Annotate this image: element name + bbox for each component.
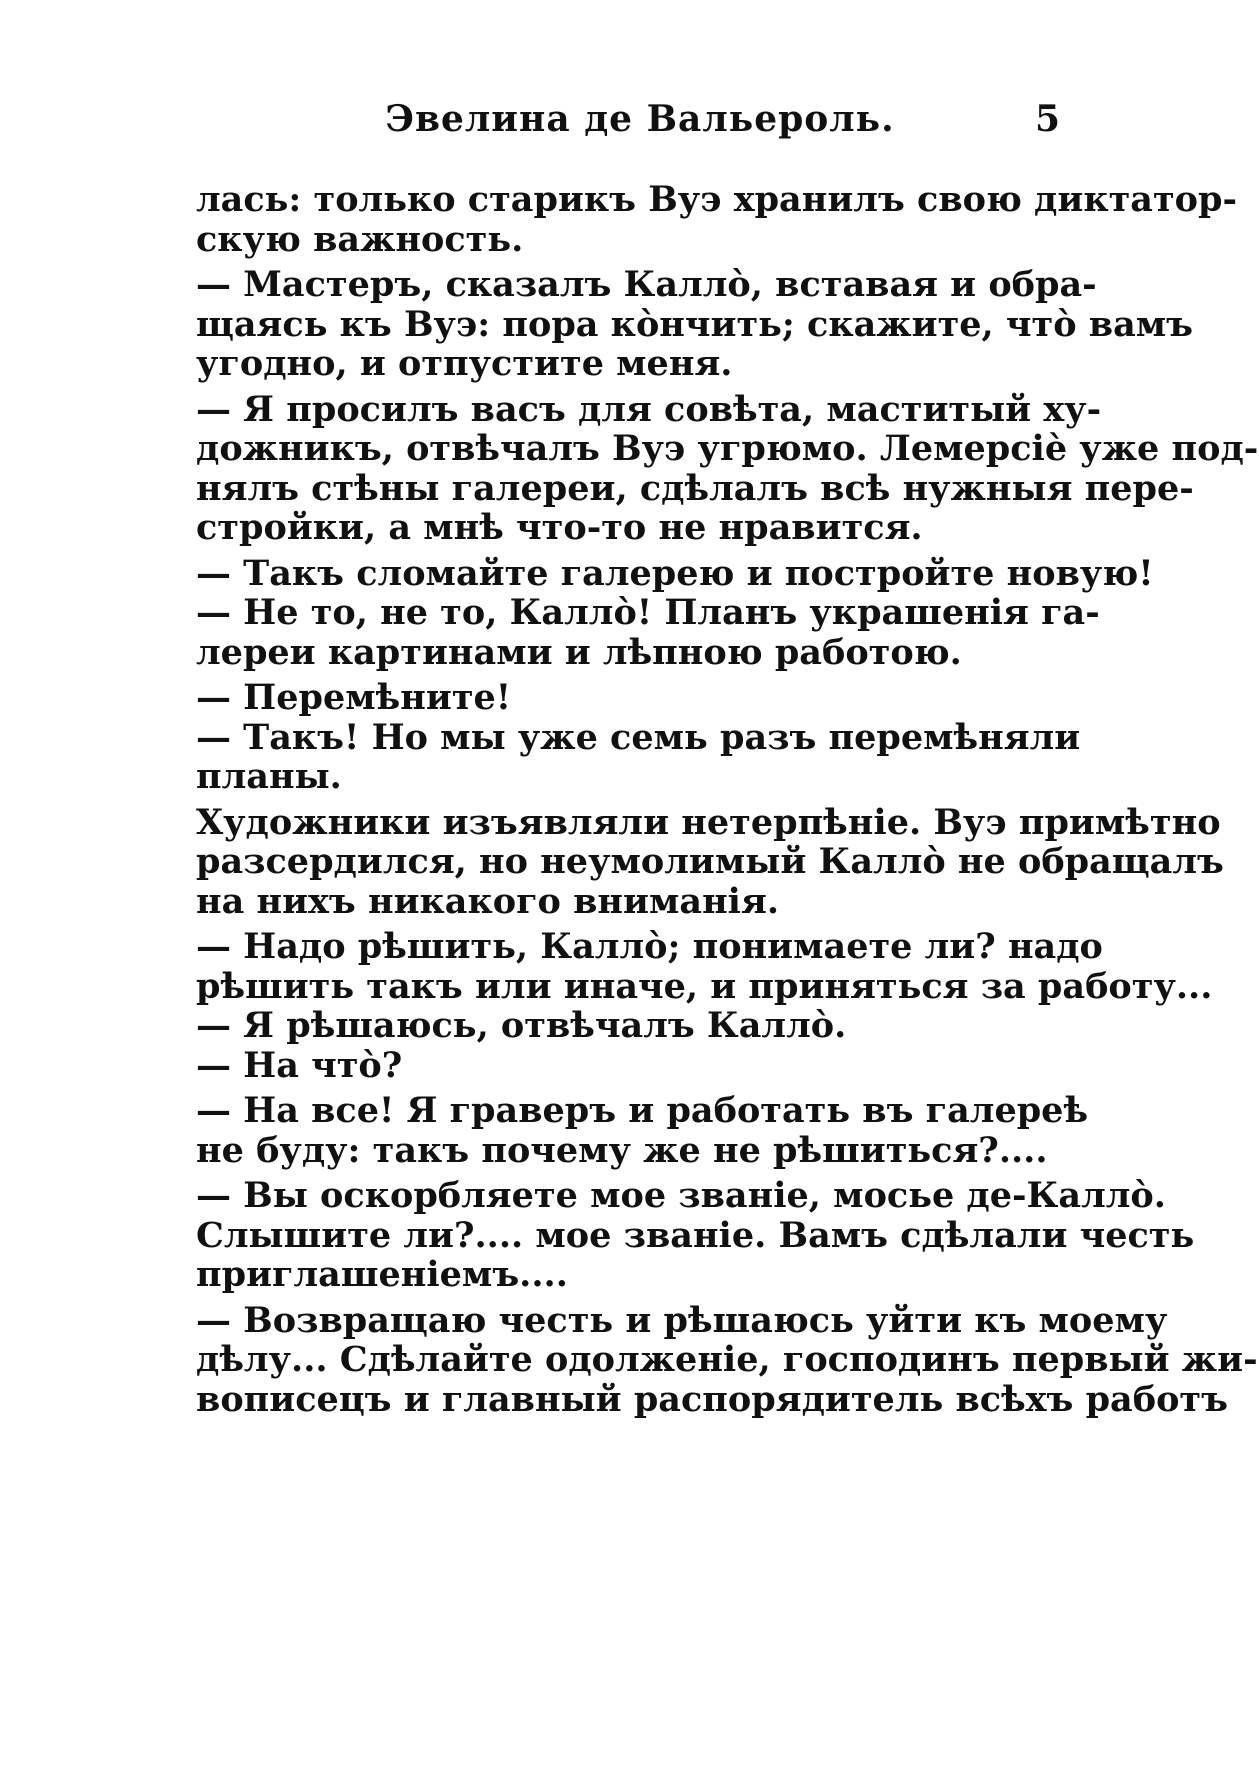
text-line: планы. bbox=[196, 756, 342, 797]
text-line: Слышите ли?.... мое званіе. Вамъ сдѣлали честь bbox=[196, 1214, 1195, 1256]
text-line: скую важность. bbox=[196, 218, 524, 260]
text-line: — Такъ сломайте галерею и постройте новую! bbox=[196, 552, 1154, 594]
text-line: — Такъ! Но мы уже семь разъ перемѣняли bbox=[196, 716, 1081, 758]
text-line: лереи картинами и лѣпною работою. bbox=[196, 631, 962, 673]
text-line: — Мастеръ, сказалъ Калло̀, вставая и обра- bbox=[196, 264, 1097, 305]
text-line: стройки, а мнѣ что-то не нравится. bbox=[196, 507, 923, 548]
text-line: щаясь къ Вуэ: пора ко̀нчить; скажите, что̀ вамъ bbox=[196, 303, 1194, 345]
text-line: дѣлу... Сдѣлайте одолженіе, господинъ первый жи- bbox=[196, 1339, 1258, 1380]
text-line: рѣшить такъ или иначе, и приняться за работу... bbox=[196, 965, 1213, 1007]
running-title: Эвелина де Вальероль. bbox=[385, 98, 895, 140]
text-line: разсердился, но неумолимый Калло̀ не обращалъ bbox=[196, 841, 1224, 882]
text-line: приглашеніемъ.... bbox=[196, 1254, 568, 1295]
body-text bbox=[196, 179, 1259, 1420]
text-line: — На все! Я граверъ и работать въ галереѣ bbox=[196, 1090, 1089, 1131]
text-line: вописецъ и главный распорядитель всѣхъ работъ bbox=[196, 1378, 1228, 1420]
text-line: — Надо рѣшить, Калло̀; понимаете ли? надо bbox=[196, 926, 1103, 967]
text-line: лась: только старикъ Вуэ хранилъ свою диктатор- bbox=[196, 179, 1238, 220]
text-line: — Не то, не то, Калло̀! Планъ украшенія га- bbox=[196, 592, 1100, 633]
text-line: дожникъ, отвѣчалъ Вуэ угрюмо. Лемерсіѐ уже под- bbox=[196, 428, 1259, 469]
text-line: угодно, и отпустите меня. bbox=[196, 343, 733, 384]
text-line: — Я просилъ васъ для совѣта, маститый ху- bbox=[196, 388, 1102, 430]
text-line: — Возвращаю честь и рѣшаюсь уйти къ моему bbox=[196, 1299, 1168, 1341]
text-line: на нихъ никакого вниманія. bbox=[196, 880, 780, 922]
text-line: нялъ стѣны галереи, сдѣлалъ всѣ нужныя пере- bbox=[196, 467, 1194, 509]
running-head bbox=[250, 98, 1060, 146]
text-line: — Перемѣните! bbox=[196, 677, 512, 718]
text-line: — Вы оскорбляете мое званіе, мосье де-Калло̀. bbox=[196, 1175, 1166, 1216]
page-number: 5 bbox=[1034, 98, 1060, 140]
text-line: — На что̀? bbox=[196, 1044, 403, 1086]
text-line: не буду: такъ почему же не рѣшиться?.... bbox=[196, 1129, 1048, 1171]
text-line: Художники изъявляли нетерпѣніе. Вуэ примѣтно bbox=[196, 801, 1221, 843]
text-line: — Я рѣшаюсь, отвѣчалъ Калло̀. bbox=[196, 1005, 847, 1046]
